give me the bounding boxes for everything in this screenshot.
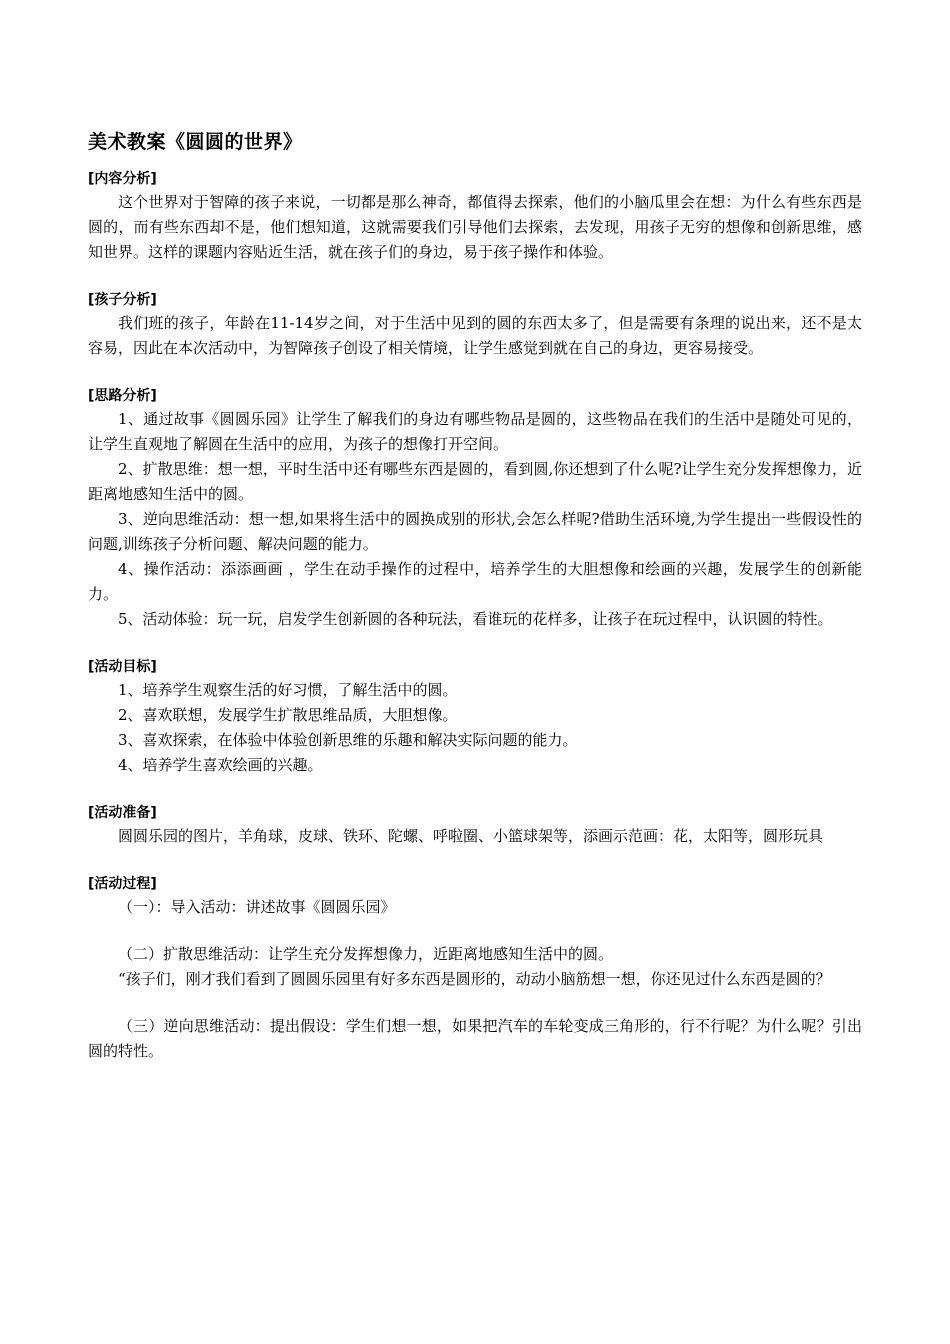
- paragraph: 这个世界对于智障的孩子来说，一切都是那么神奇，都值得去探索，他们的小脑瓜里会在想：为什么有些东西是圆的，而有些东西却不是，他们想知道，这就需要我们引导他们去探索，去发现，用孩子无穷的想像和创新思维，感知世界。这样的课题内容贴近生活，就在孩子们的身边，易于孩子操作和体验。: [88, 193, 862, 261]
- list-item: 4、培养学生喜欢绘画的兴趣。: [118, 756, 323, 774]
- section-activity-goals: [88, 656, 862, 778]
- list-item: 1、培养学生观察生活的好习惯，了解生活中的圆。: [118, 681, 458, 699]
- section-content-analysis: [88, 168, 862, 265]
- section-heading: [活动目标]: [88, 659, 157, 675]
- section-approach-analysis: [88, 385, 862, 632]
- list-item: 5、活动体验：玩一玩，启发学生创新圆的各种玩法，看谁玩的花样多，让孩子在玩过程中，认识圆的特性。: [118, 610, 833, 628]
- paragraph: 我们班的孩子，年龄在11-14岁之间，对于生活中见到的圆的东西太多了，但是需要有条理的说出来，还不是太容易，因此在本次活动中，为智障孩子创设了相关情境，让学生感觉到就在自己的身边，更容易接受。: [88, 314, 862, 357]
- section-heading: [内容分析]: [88, 171, 157, 187]
- section-heading: [孩子分析]: [88, 292, 157, 308]
- section-heading: [活动过程]: [88, 876, 157, 892]
- list-item: （一）：导入活动：讲述故事《圆圆乐园》: [118, 898, 396, 916]
- list-item: 3、逆向思维活动：想一想,如果将生活中的圆换成别的形状,会怎么样呢?借助生活环境,为学生提出一些假设性的问题,训练孩子分析问题、解决问题的能力。: [88, 510, 862, 553]
- document-title: 美术教案《圆圆的世界》: [88, 131, 303, 153]
- list-item: 2、喜欢联想，发展学生扩散思维品质，大胆想像。: [118, 706, 458, 724]
- list-item: 1、通过故事《圆圆乐园》让学生了解我们的身边有哪些物品是圆的，这些物品在我们的生活中是随处可见的，让学生直观地了解圆在生活中的应用，为孩子的想像打开空间。: [88, 410, 862, 453]
- list-item: （三）逆向思维活动：提出假设：学生们想一想，如果把汽车的车轮变成三角形的，行不行呢？为什么呢？引出圆的特性。: [88, 1017, 862, 1060]
- list-item: 3、喜欢探索，在体验中体验创新思维的乐趣和解决实际问题的能力。: [118, 731, 578, 749]
- section-heading: [活动准备]: [88, 805, 157, 821]
- section-activity-preparation: [88, 802, 862, 849]
- document-page: [88, 128, 862, 1064]
- paragraph: “孩子们，刚才我们看到了圆圆乐园里有好多东西是圆形的，动动小脑筋想一想，你还见过什么东西是圆的？: [118, 970, 831, 988]
- list-item: 2、扩散思维：想一想，平时生活中还有哪些东西是圆的，看到圆,你还想到了什么呢?让学生充分发挥想像力，近距离地感知生活中的圆。: [88, 460, 862, 503]
- list-item: （二）扩散思维活动：让学生充分发挥想像力，近距离地感知生活中的圆。: [118, 945, 614, 963]
- paragraph: 圆圆乐园的图片，羊角球，皮球、铁环、陀螺、呼啦圈、小篮球架等，添画示范画：花，太阳等，圆形玩具: [118, 827, 824, 845]
- list-item: 4、操作活动：添添画画 ，学生在动手操作的过程中，培养学生的大胆想像和绘画的兴趣，发展学生的创新能力。: [88, 560, 862, 603]
- section-heading: [思路分析]: [88, 388, 157, 404]
- section-child-analysis: [88, 289, 862, 361]
- section-activity-process: [88, 873, 862, 1064]
